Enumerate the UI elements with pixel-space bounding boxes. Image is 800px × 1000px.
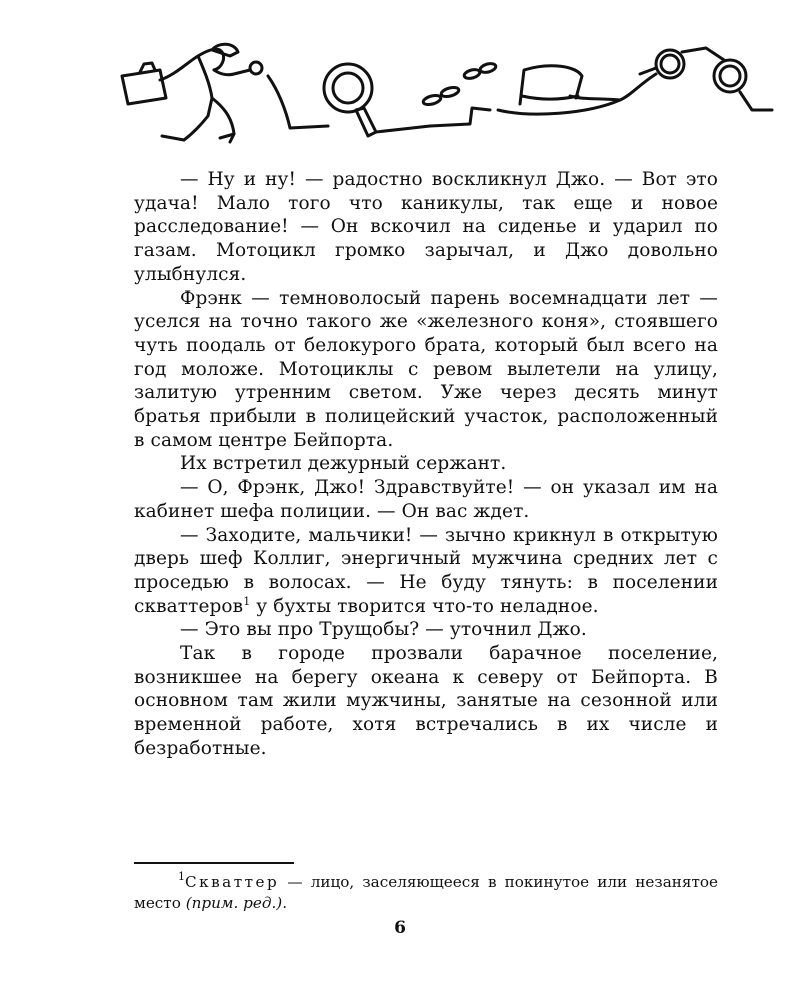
paragraph-text: у бухты творится что-то неладное. xyxy=(250,595,599,617)
paragraph-text: — Заходите, мальчики! — зычно крикнул в открытую дверь шеф Коллиг, энергичный мужчина средних лет с проседью в волосах. — Не буду тянуть: в поселении скваттеров xyxy=(134,524,718,617)
footnote-term: Скваттер xyxy=(185,873,280,891)
paragraph xyxy=(134,524,718,619)
detective-icon xyxy=(122,44,262,142)
paragraph: — О, Фрэнк, Джо! Здравствуйте! — он указал им на кабинет шефа полиции. — Он вас ждет. xyxy=(134,477,718,522)
footnote-editor-note: (прим. ред.) xyxy=(185,893,283,912)
page-number: 6 xyxy=(394,918,406,938)
magnifier-icon xyxy=(324,64,376,136)
binoculars-icon xyxy=(640,48,772,110)
footnote-reference[interactable]: 1 xyxy=(243,594,251,608)
footnote-mark: 1 xyxy=(178,870,185,883)
header-illustration xyxy=(100,40,800,150)
footnote-end: . xyxy=(282,893,288,912)
paragraph: — Ну и ну! — радостно воскликнул Джо. — Вот это удача! Мало того что каникулы, так еще и новое расследование! — Он вскочил на сиденье и ударил по газам. Мотоцикл громко зарычал, и Джо довольно улыбнулся. xyxy=(134,169,718,285)
paragraph: — Это вы про Трущобы? — уточнил Джо. xyxy=(180,619,587,641)
footnote xyxy=(134,872,718,913)
footprints-icon xyxy=(422,62,496,106)
paragraph: Их встретил дежурный сержант. xyxy=(180,453,507,475)
footnote-text: — лицо, заселяющееся в покинутое или незанятое место xyxy=(134,873,718,912)
body-text xyxy=(134,168,718,761)
footnote-divider xyxy=(134,862,294,864)
paragraph: Фрэнк — темноволосый парень восемнадцати лет — уселся на точно такого же «железного коня», стоявшего чуть поодаль от белокурого брата, который был всего на год моложе. Мотоциклы с ревом вылетели на улицу, залитую утренним светом. Уже через десять минут братья прибыли в полицейский участок, расположенный в самом центре Бейпорта. xyxy=(134,287,718,451)
paragraph: Так в городе прозвали барачное поселение, возникшее на берегу океана к северу от Бейпорта. В основном там жили мужчины, занятые на сезонной или временной работе, хотя встречались в их числе и безработные. xyxy=(134,643,718,759)
hat-icon xyxy=(498,66,620,114)
